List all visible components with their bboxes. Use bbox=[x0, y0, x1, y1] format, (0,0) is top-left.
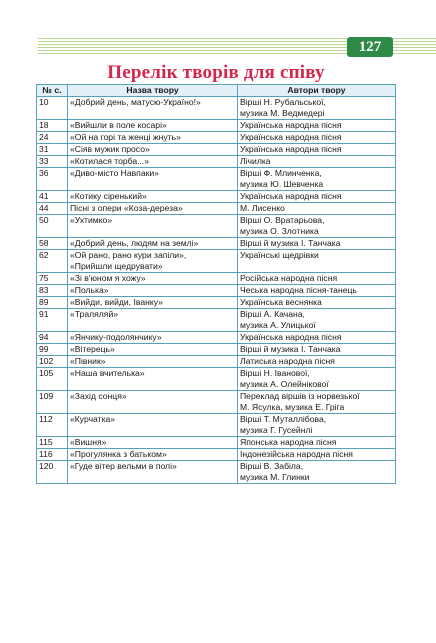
cell-work-title bbox=[68, 203, 238, 215]
table-row bbox=[37, 191, 396, 203]
cell-page-number: 89 bbox=[37, 297, 68, 309]
work-author-line: Українська народна пісня bbox=[240, 120, 342, 130]
table-body bbox=[37, 97, 396, 484]
work-author-line: музика О. Злотника bbox=[240, 226, 319, 236]
cell-page-number: 10 bbox=[37, 97, 68, 120]
table-row bbox=[37, 356, 396, 368]
cell-page-number: 58 bbox=[37, 238, 68, 250]
work-author-line: музика А. Олейнікової bbox=[240, 379, 329, 389]
cell-page-number: 44 bbox=[37, 203, 68, 215]
table-row bbox=[37, 144, 396, 156]
work-title-line: «Курчатка» bbox=[70, 414, 116, 424]
work-author-line: Вірші Н. Іванової, bbox=[240, 368, 310, 378]
work-title-line: «Вийди, вийди, Іванку» bbox=[70, 297, 163, 307]
cell-work-authors bbox=[238, 297, 396, 309]
cell-work-title bbox=[68, 332, 238, 344]
table-row bbox=[37, 156, 396, 168]
work-title-line: «Добрий день, людям на землі» bbox=[70, 238, 199, 248]
work-title-line: «Янчику-подолянчику» bbox=[70, 332, 162, 342]
cell-work-title bbox=[68, 356, 238, 368]
cell-work-authors bbox=[238, 309, 396, 332]
cell-page-number: 99 bbox=[37, 344, 68, 356]
cell-work-authors bbox=[238, 449, 396, 461]
cell-page-number: 41 bbox=[37, 191, 68, 203]
cell-work-authors bbox=[238, 273, 396, 285]
cell-page-number: 109 bbox=[37, 391, 68, 414]
table-row bbox=[37, 368, 396, 391]
work-title-line: «Гуде вітер вельми в полі» bbox=[70, 461, 177, 471]
cell-work-authors bbox=[238, 168, 396, 191]
table-row bbox=[37, 203, 396, 215]
work-author-line: Вірші й музика І. Танчака bbox=[240, 344, 341, 354]
cell-page-number: 102 bbox=[37, 356, 68, 368]
work-title-line: «Прогулянка з батьком» bbox=[70, 449, 167, 459]
table-row bbox=[37, 215, 396, 238]
work-author-line: Вірші Н. Рубальської, bbox=[240, 97, 326, 107]
table-row bbox=[37, 437, 396, 449]
cell-work-title bbox=[68, 132, 238, 144]
cell-work-title bbox=[68, 144, 238, 156]
cell-work-authors bbox=[238, 332, 396, 344]
work-title-line: Пісні з опери «Коза-дереза» bbox=[70, 203, 183, 213]
work-author-line: М. Ясулка, музика Е. Гріга bbox=[240, 402, 345, 412]
cell-work-authors bbox=[238, 97, 396, 120]
cell-work-title bbox=[68, 391, 238, 414]
work-author-line: музика А. Улицької bbox=[240, 320, 316, 330]
cell-work-title bbox=[68, 344, 238, 356]
work-title-line: «Зі в'юном я хожу» bbox=[70, 273, 146, 283]
cell-work-title bbox=[68, 120, 238, 132]
work-title-line: «Ой рано, рано кури запіли», bbox=[70, 250, 187, 260]
work-author-line: Лічилка bbox=[240, 156, 271, 166]
work-author-line: Індонезійська народна пісня bbox=[240, 449, 353, 459]
work-title-line: «Вийшли в поле косарі» bbox=[70, 120, 167, 130]
work-author-line: Японська народна пісня bbox=[240, 437, 337, 447]
work-author-line: музика М. Ведмедері bbox=[240, 108, 325, 118]
cell-page-number: 94 bbox=[37, 332, 68, 344]
work-title-line: «Ухтимко» bbox=[70, 215, 113, 225]
cell-work-authors bbox=[238, 368, 396, 391]
work-author-line: Вірші Т. Муталлібова, bbox=[240, 414, 327, 424]
column-header-authors: Автори твору bbox=[238, 85, 396, 97]
cell-work-title bbox=[68, 437, 238, 449]
cell-work-title bbox=[68, 449, 238, 461]
cell-page-number: 115 bbox=[37, 437, 68, 449]
work-author-line: Російська народна пісня bbox=[240, 273, 338, 283]
cell-work-title bbox=[68, 368, 238, 391]
work-author-line: музика М. Глинки bbox=[240, 472, 310, 482]
column-header-page: № с. bbox=[37, 85, 68, 97]
cell-work-title bbox=[68, 461, 238, 484]
cell-page-number: 24 bbox=[37, 132, 68, 144]
work-author-line: музика Ю. Шевченка bbox=[240, 179, 324, 189]
cell-work-title bbox=[68, 168, 238, 191]
work-author-line: Вірші О. Вратарьова, bbox=[240, 215, 325, 225]
work-title-line: «Траляляй» bbox=[70, 309, 119, 319]
cell-page-number: 62 bbox=[37, 250, 68, 273]
cell-work-authors bbox=[238, 250, 396, 273]
work-title-line: «Півник» bbox=[70, 356, 106, 366]
table-row bbox=[37, 250, 396, 273]
cell-page-number: 36 bbox=[37, 168, 68, 191]
cell-work-authors bbox=[238, 238, 396, 250]
work-author-line: Чеська народна пісня-танець bbox=[240, 285, 357, 295]
cell-page-number: 105 bbox=[37, 368, 68, 391]
work-author-line: Вірші Ф. Млинченка, bbox=[240, 168, 322, 178]
cell-work-title bbox=[68, 250, 238, 273]
cell-work-authors bbox=[238, 414, 396, 437]
cell-work-authors bbox=[238, 356, 396, 368]
table-row bbox=[37, 391, 396, 414]
work-title-line: «Добрий день, матусю-Україно!» bbox=[70, 97, 201, 107]
works-table bbox=[36, 84, 396, 484]
table-row bbox=[37, 132, 396, 144]
column-header-title: Назва твору bbox=[68, 85, 238, 97]
cell-work-authors bbox=[238, 215, 396, 238]
table-row bbox=[37, 285, 396, 297]
table-row bbox=[37, 273, 396, 285]
work-title-line: «Сіяв мужик просо» bbox=[70, 144, 150, 154]
cell-page-number: 18 bbox=[37, 120, 68, 132]
table-row bbox=[37, 168, 396, 191]
work-author-line: Українські щедрівки bbox=[240, 250, 319, 260]
cell-work-title bbox=[68, 285, 238, 297]
work-author-line: М. Лисенко bbox=[240, 203, 285, 213]
cell-page-number: 50 bbox=[37, 215, 68, 238]
cell-work-authors bbox=[238, 461, 396, 484]
work-author-line: Українська народна пісня bbox=[240, 332, 342, 342]
table-row bbox=[37, 120, 396, 132]
table-header-row bbox=[37, 85, 396, 97]
work-title-line: «Вишня» bbox=[70, 437, 107, 447]
cell-work-authors bbox=[238, 191, 396, 203]
work-title-line: «Вітерець» bbox=[70, 344, 115, 354]
cell-work-title bbox=[68, 309, 238, 332]
cell-work-authors bbox=[238, 156, 396, 168]
table-row bbox=[37, 414, 396, 437]
cell-work-authors bbox=[238, 132, 396, 144]
cell-work-authors bbox=[238, 120, 396, 132]
cell-work-title bbox=[68, 297, 238, 309]
work-title-line: «Полька» bbox=[70, 285, 109, 295]
cell-work-title bbox=[68, 414, 238, 437]
table-row bbox=[37, 309, 396, 332]
work-author-line: Українська веснянка bbox=[240, 297, 322, 307]
cell-page-number: 120 bbox=[37, 461, 68, 484]
cell-work-title bbox=[68, 238, 238, 250]
cell-work-authors bbox=[238, 285, 396, 297]
cell-work-authors bbox=[238, 144, 396, 156]
page-number: 127 bbox=[347, 37, 393, 57]
cell-page-number: 116 bbox=[37, 449, 68, 461]
cell-work-title bbox=[68, 156, 238, 168]
cell-work-title bbox=[68, 191, 238, 203]
work-author-line: Українська народна пісня bbox=[240, 132, 342, 142]
work-title-line: «Наша вчителька» bbox=[70, 368, 145, 378]
table-row bbox=[37, 297, 396, 309]
cell-page-number: 31 bbox=[37, 144, 68, 156]
table-row bbox=[37, 344, 396, 356]
work-author-line: Латиська народна пісня bbox=[240, 356, 335, 366]
work-author-line: Українська народна пісня bbox=[240, 144, 342, 154]
cell-page-number: 112 bbox=[37, 414, 68, 437]
work-title-line: «Захід сонця» bbox=[70, 391, 127, 401]
cell-page-number: 83 bbox=[37, 285, 68, 297]
work-title-line: «Котику сіренький» bbox=[70, 191, 147, 201]
work-author-line: музика Г. Гусейнлі bbox=[240, 425, 313, 435]
work-author-line: Вірші А. Качана, bbox=[240, 309, 305, 319]
cell-page-number: 91 bbox=[37, 309, 68, 332]
work-title-line: «Котилася торба...» bbox=[70, 156, 150, 166]
cell-work-authors bbox=[238, 203, 396, 215]
work-author-line: Вірші й музика І. Танчака bbox=[240, 238, 341, 248]
work-title-line: «Ой на горі та женці жнуть» bbox=[70, 132, 181, 142]
cell-work-authors bbox=[238, 437, 396, 449]
work-author-line: Вірші В. Забіла, bbox=[240, 461, 304, 471]
table-row bbox=[37, 97, 396, 120]
table-row bbox=[37, 449, 396, 461]
cell-work-authors bbox=[238, 344, 396, 356]
table-row bbox=[37, 238, 396, 250]
work-author-line: Переклад віршів із норвезької bbox=[240, 391, 360, 401]
cell-work-title bbox=[68, 273, 238, 285]
cell-page-number: 75 bbox=[37, 273, 68, 285]
cell-work-title bbox=[68, 97, 238, 120]
cell-work-authors bbox=[238, 391, 396, 414]
cell-work-title bbox=[68, 215, 238, 238]
work-author-line: Українська народна пісня bbox=[240, 191, 342, 201]
cell-page-number: 33 bbox=[37, 156, 68, 168]
page-title: Перелік творів для співу bbox=[107, 62, 325, 83]
work-title-line: «Прийшли щедрувати» bbox=[70, 261, 163, 271]
work-title-line: «Диво-місто Навпаки» bbox=[70, 168, 159, 178]
table-row bbox=[37, 332, 396, 344]
table-row bbox=[37, 461, 396, 484]
